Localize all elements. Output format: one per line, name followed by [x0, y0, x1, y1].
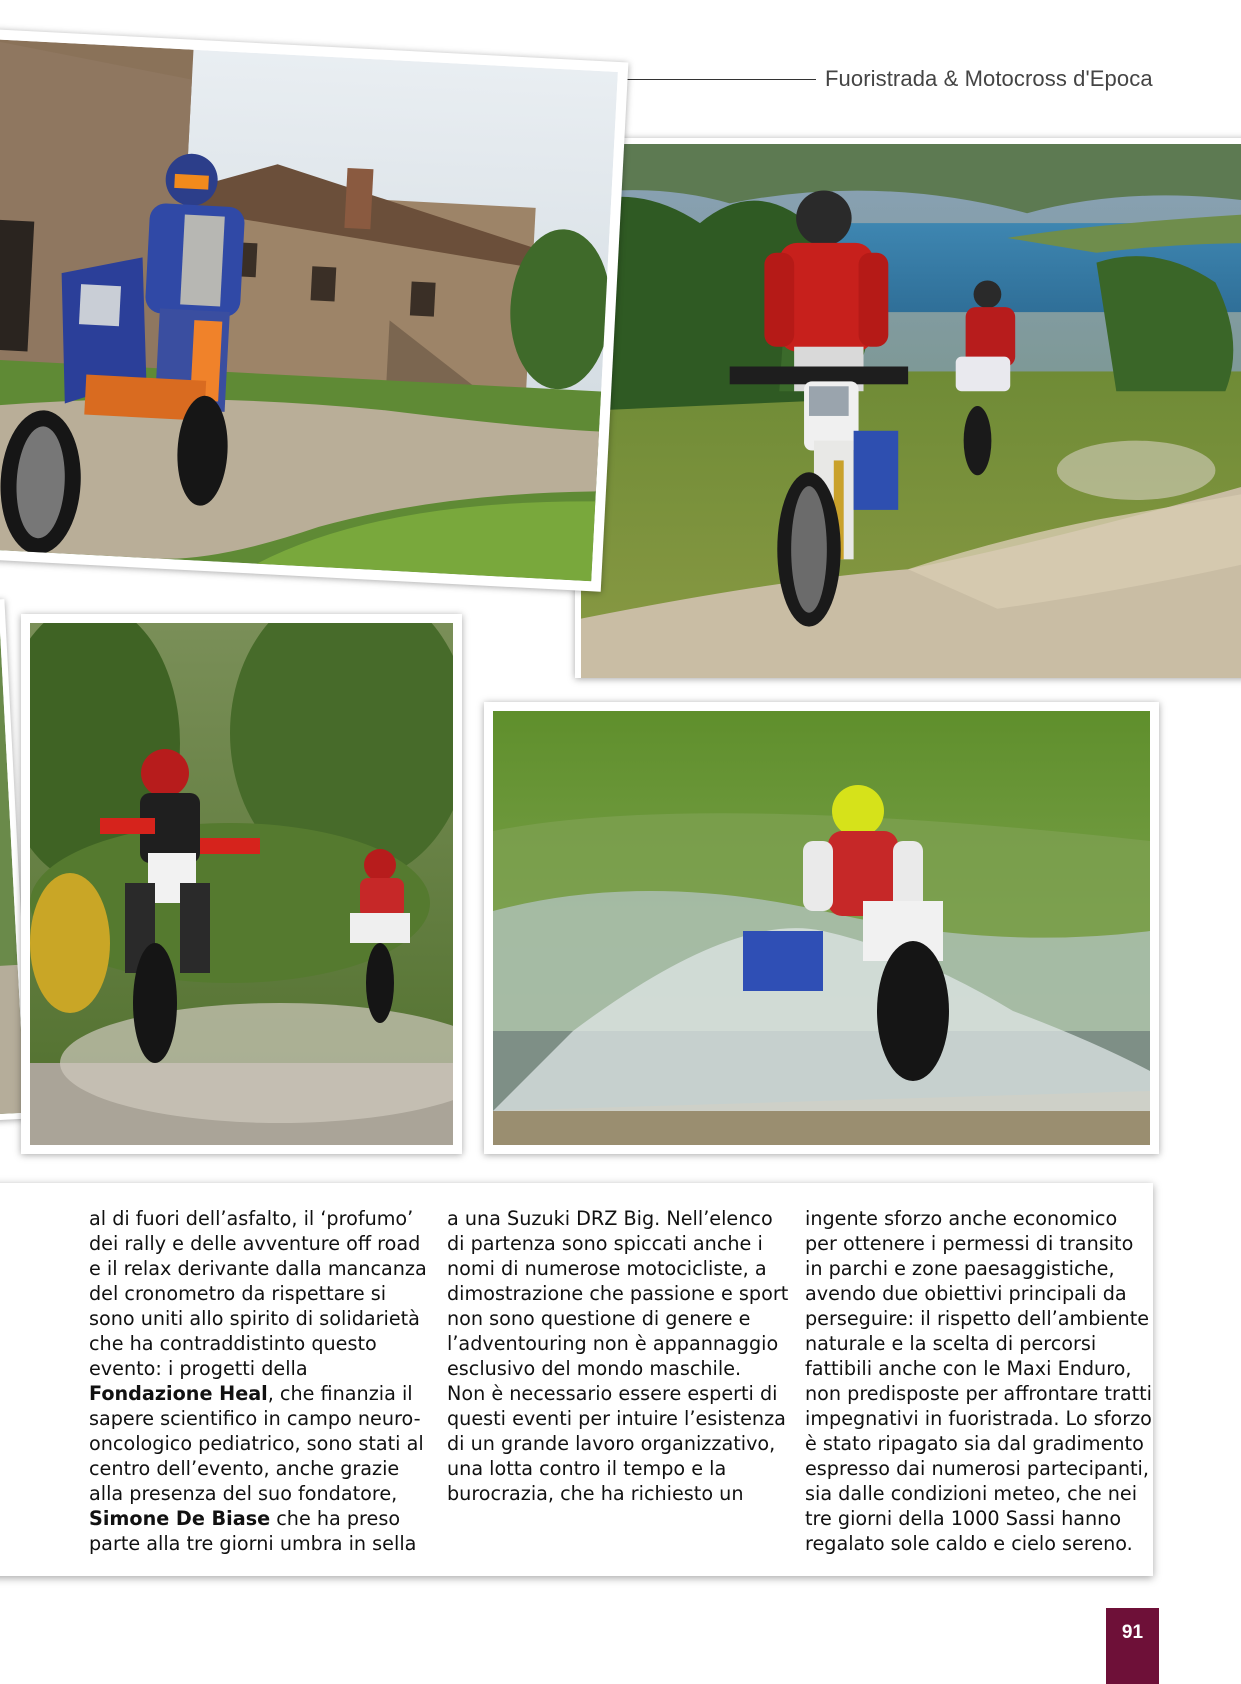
photo-dusty-road — [21, 614, 462, 1154]
article-column-1 — [89, 1206, 437, 1556]
article-text: al di fuori dell’asfalto, il ‘profumo’ dei rally e delle avventure off road e il relax derivante dalla mancanza del cronometro da rispettare si sono uniti allo spirito di solidarietà che ha contraddistinto questo evento: i progetti della — [89, 1207, 427, 1380]
page-number: 91 — [1106, 1608, 1159, 1684]
photo-water-splash — [484, 702, 1159, 1154]
article-paragraph: ingente sforzo anche economico per ottenere i permessi di transito in parchi e zone paesaggistiche, avendo due obiettivi principali da perseguire: il rispetto dell’ambiente naturale e la scelta di percorsi fattibili anche con le Maxi Enduro, non predisposte per affrontare tratti impegnativi in fuoristrada. Lo sforzo è stato ripagato sia dal gradimento espresso dai numerosi partecipanti, sia dalle condizioni meteo, che nei tre giorni della 1000 Sassi hanno regalato sole caldo e cielo sereno. — [805, 1207, 1152, 1555]
photo-lake-riders — [575, 138, 1241, 678]
article-paragraph: a una Suzuki DRZ Big. Nell’elenco di partenza sono spiccati anche i nomi di numerose motocicliste, a dimostrazione che passione e sport non sono questione di genere e l’adventouring non è appannaggio esclusivo del mondo maschile. — [447, 1207, 789, 1380]
running-header: Fuoristrada & Motocross d'Epoca — [825, 66, 1153, 91]
article-paragraph: Non è necessario essere esperti di questi eventi per intuire l’esistenza di un grande lavoro organizzativo, una lotta contro il tempo e la burocrazia, che ha richiesto un — [447, 1382, 786, 1505]
fondazione-heal-bold: Fondazione Heal — [89, 1382, 268, 1405]
article-column-2 — [447, 1206, 795, 1506]
article-column-3 — [805, 1206, 1153, 1556]
article-text: che ha preso parte alla tre giorni umbra in sella — [89, 1507, 417, 1555]
article-paragraph — [89, 1206, 437, 1556]
article-text: , che finanzia il sapere scientifico in campo neuro-oncologico pediatrico, sono stati al centro dell’evento, anche grazie alla presenza del suo fondatore, — [89, 1382, 424, 1505]
photo-farmhouse-rider — [0, 28, 628, 592]
simone-de-biase-bold: Simone De Biase — [89, 1507, 271, 1530]
